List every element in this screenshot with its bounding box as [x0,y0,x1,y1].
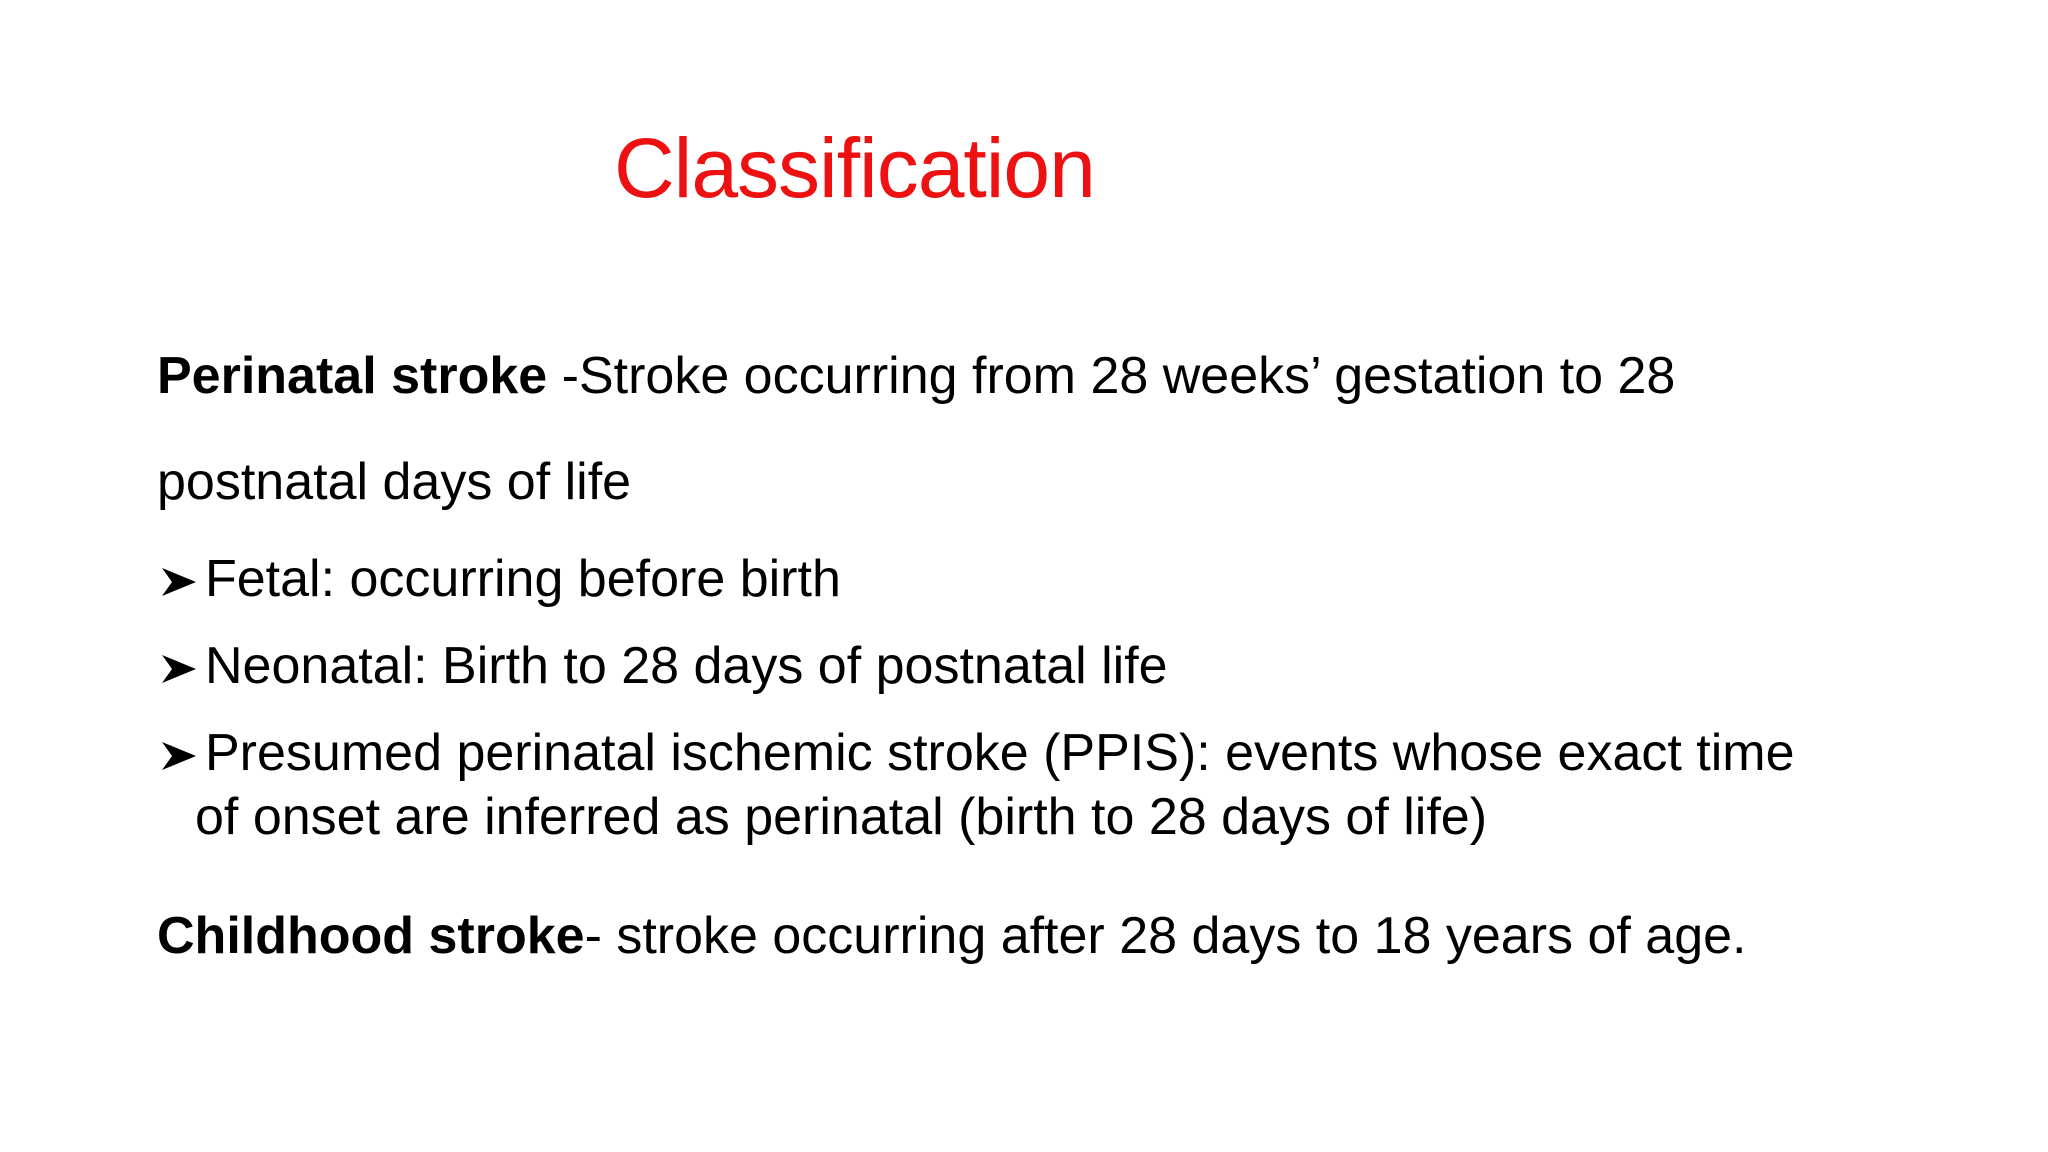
arrow-bullet-icon [157,721,205,785]
list-item [157,721,1795,785]
arrow-bullet-icon [157,634,205,698]
childhood-term: Childhood stroke [157,907,585,965]
slide-title: Classification [614,121,1095,215]
bullet-text: Presumed perinatal ischemic stroke (PPIS): events whose exact time [205,724,1795,782]
list-item [157,634,1168,698]
bullet-text: Neonatal: Birth to 28 days of postnatal life [205,637,1168,695]
list-item [157,547,841,611]
arrow-bullet-icon [157,547,205,611]
childhood-definition-text: - stroke occurring after 28 days to 18 years of age. [584,907,1747,965]
childhood-definition [157,904,1747,968]
bullet-continuation: of onset are inferred as perinatal (birth to 28 days of life) [195,788,1488,846]
perinatal-definition: -Stroke occurring from 28 weeks’ gestation to 28 [547,347,1676,405]
perinatal-definition-line-2: postnatal days of life [157,453,632,511]
perinatal-definition-line-1 [157,344,1675,408]
bullet-text: Fetal: occurring before birth [205,550,841,608]
perinatal-term: Perinatal stroke [157,347,548,405]
